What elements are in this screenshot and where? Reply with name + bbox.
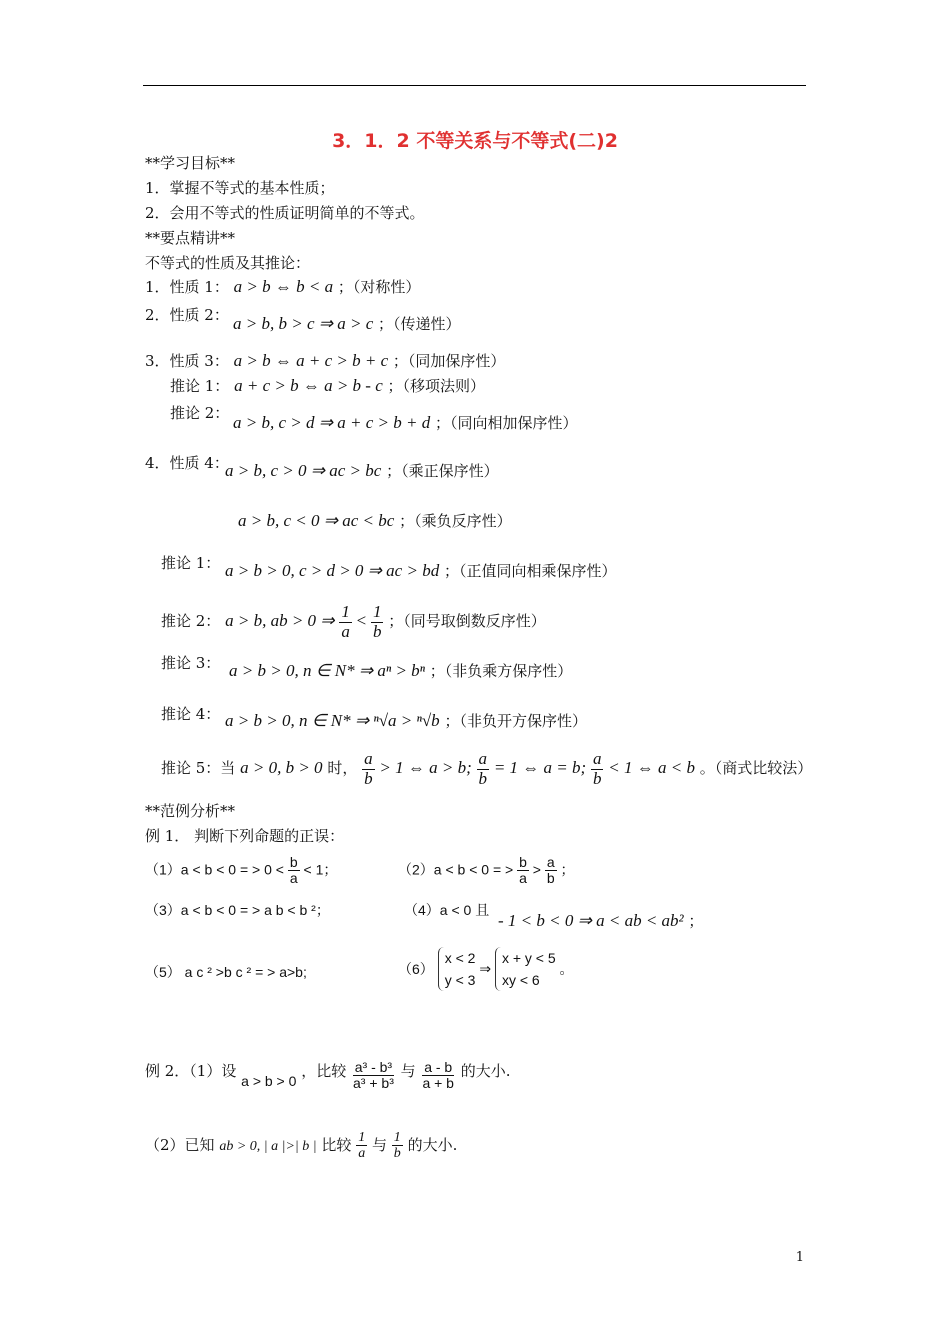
corollary-4-3-formula: a > b > 0, n ∈ N* ⇒ aⁿ > bⁿ [229,661,426,680]
corollary-4-2: 推论 2： a > b, ab > 0 ⇒ $\frac{1}{a}$ < $\frac{1}{b}$ ；（同号取倒数反序性） [161,602,546,641]
example-1-item-4-formula-row: - 1 < b < 0 ⇒ a < ab < ab² ； [498,911,704,930]
property-2-formula-row [233,313,461,334]
property-4b-note: ；（乘负反序性） [399,512,512,530]
example-2-part-2-cond: ab > 0, | a |>| b | [219,1138,317,1154]
fraction-a-over-b: $\frac{a}{b}$ [592,749,602,788]
example-1-item-4-formula: - 1 < b < 0 ⇒ a < ab < ab² [498,911,684,930]
example-2-part-1: 例 2．（1）设 a > b > 0 ，比较 $\frac{\text{a³ - b³}}{\text{a³ + b³}}$ 与 $\frac{a - b}{a + b}$ 的大小. [145,1059,511,1092]
corollary-4-5-label: 推论 5：当 [161,759,236,778]
corollary-4-5-note: 。（商式比较法） [699,759,813,778]
fraction-cubes: $\frac{\text{a³ - b³}}{\text{a³ + b³}}$ [353,1059,394,1092]
property-4-label: 4．性质 4： [145,454,229,472]
examples-heading: **范例分析** [145,802,236,820]
page-title: 3．1．2 不等关系与不等式(二)2 [332,130,618,152]
corollary-3-2-row [233,412,578,433]
page-number: 1 [795,1250,804,1265]
property-3-formula: a > b ⇔ a + c > b + c [233,351,389,370]
corollary-4-3-note: ；（非负乘方保序性） [429,662,573,680]
fraction-a-over-b: $\frac{a}{b}$ [364,749,373,788]
fraction-1-over-a: $\frac{1}{a}$ [358,1130,366,1162]
example-2-part-2: （2）已知 ab > 0, | a |>| b | 比较 $\frac{1}{a}$ 与 $\frac{1}{b}$ 的大小. [145,1130,458,1162]
example-1-item-3: （3）a < b < 0 = > a b < b ²； [145,902,330,918]
goal-2: 2．会用不等式的性质证明简单的不等式。 [145,204,425,222]
corollary-3-1-note: ；（移项法则） [387,377,486,395]
corollary-4-5-r1: > 1 ⇔ a > b; [379,758,472,778]
corollary-4-5-when: 时， [327,759,358,778]
fraction-linear: $\frac{a - b}{a + b}$ [422,1059,454,1092]
property-3 [145,350,505,371]
property-1 [145,276,420,297]
corollary-4-4-label: 推论 4： [161,705,221,723]
system-left: x < 2 y < 3 [438,947,476,991]
system-right: x + y < 5 xy < 6 [495,947,556,991]
corollary-3-1 [170,375,485,396]
corollary-3-1-formula: a + c > b ⇔ a > b - c [234,376,383,395]
property-2-label: 2．性质 2： [145,306,229,324]
corollary-3-1-label: 推论 1： [170,377,230,395]
example-2-cond: a > b > 0 [241,1073,297,1089]
fraction-a-over-b: $\frac{a}{b}$ [546,854,555,887]
corollary-3-2-formula: a > b, c > d ⇒ a + c > b + d [233,413,431,432]
corollary-4-1-label: 推论 1： [161,554,221,572]
property-1-note: ；（对称性） [337,278,421,296]
corollary-4-3-row [229,660,572,681]
corollary-4-1-row [225,560,617,581]
corollary-4-4-note: ；（非负开方保序性） [444,712,587,730]
goals-heading: **学习目标** [145,154,236,172]
property-4b-row [238,510,512,531]
corollary-4-1-formula: a > b > 0, c > d > 0 ⇒ ac > bd [225,561,440,580]
points-heading: **要点精讲** [145,229,236,247]
corollary-4-2-note: ；（同号取倒数反序性） [388,612,546,631]
fraction-1-over-b: $\frac{1}{b}$ [372,602,382,641]
fraction-b-over-a: $\frac{b}{a}$ [289,854,298,887]
property-1-label: 1．性质 1： [145,278,229,296]
corollary-4-4-row [225,710,587,731]
fraction-a-over-b: $\frac{a}{b}$ [478,749,488,788]
property-4a-row [225,460,499,481]
corollary-4-5-r3: < 1 ⇔ a < b [608,758,695,778]
corollary-3-2-note: ；（同向相加保序性） [434,414,578,432]
property-2-note: ；（传递性） [378,315,461,333]
corollary-4-5-r2: = 1 ⇔ a = b; [493,758,587,778]
fraction-b-over-a: $\frac{b}{a}$ [519,854,527,887]
corollary-4-1-note: ；（正值同向相乘保序性） [443,562,617,580]
example-1-item-6: （6） x < 2 y < 3 ⇒ x + y < 5 xy < 6 。 [398,947,574,991]
corollary-4-5-cond: a > 0, b > 0 [240,758,323,778]
fraction-1-over-b: $\frac{1}{b}$ [393,1130,401,1162]
property-4a-formula: a > b, c > 0 ⇒ ac > bc [225,461,382,480]
corollary-4-3-label: 推论 3： [161,654,221,672]
property-1-formula: a > b ⇔ b < a [233,277,334,296]
goal-1: 1．掌握不等式的基本性质； [145,179,335,197]
corollary-4-2-formula: a > b, ab > 0 ⇒ [225,611,335,631]
corollary-4-5 [161,750,812,788]
property-3-note: ；（同加保序性） [392,352,506,370]
corollary-4-2-label: 推论 2： [161,612,221,631]
property-2-formula: a > b, b > c ⇒ a > c [233,314,374,333]
example-1-item-2: （2）a < b < 0 = > $\frac{b}{a}$ > $\frac{a}{b}$ ； [398,854,575,887]
property-4a-note: ；（乘正保序性） [386,462,499,480]
property-4b-formula: a > b, c < 0 ⇒ ac < bc [238,511,395,530]
example-1-item-4: （4）a < 0 且 [404,902,490,918]
example-1-heading: 例 1． 判断下列命题的正误： [145,827,345,845]
example-1-item-1: （1）a < b < 0 = > 0 < $\frac{b}{a}$ < 1； [145,854,338,887]
corollary-4-4-formula: a > b > 0, n ∈ N* ⇒ ⁿ√a > ⁿ√b [225,711,440,730]
example-1-item-5: （5） a c ² >b c ² = > a>b; [145,964,307,980]
property-3-label: 3．性质 3： [145,352,229,370]
points-intro: 不等式的性质及其推论： [145,254,311,272]
header-rule [143,85,806,86]
fraction-1-over-a: $\frac{1}{a}$ [341,602,350,641]
corollary-3-2-label: 推论 2： [170,404,230,422]
